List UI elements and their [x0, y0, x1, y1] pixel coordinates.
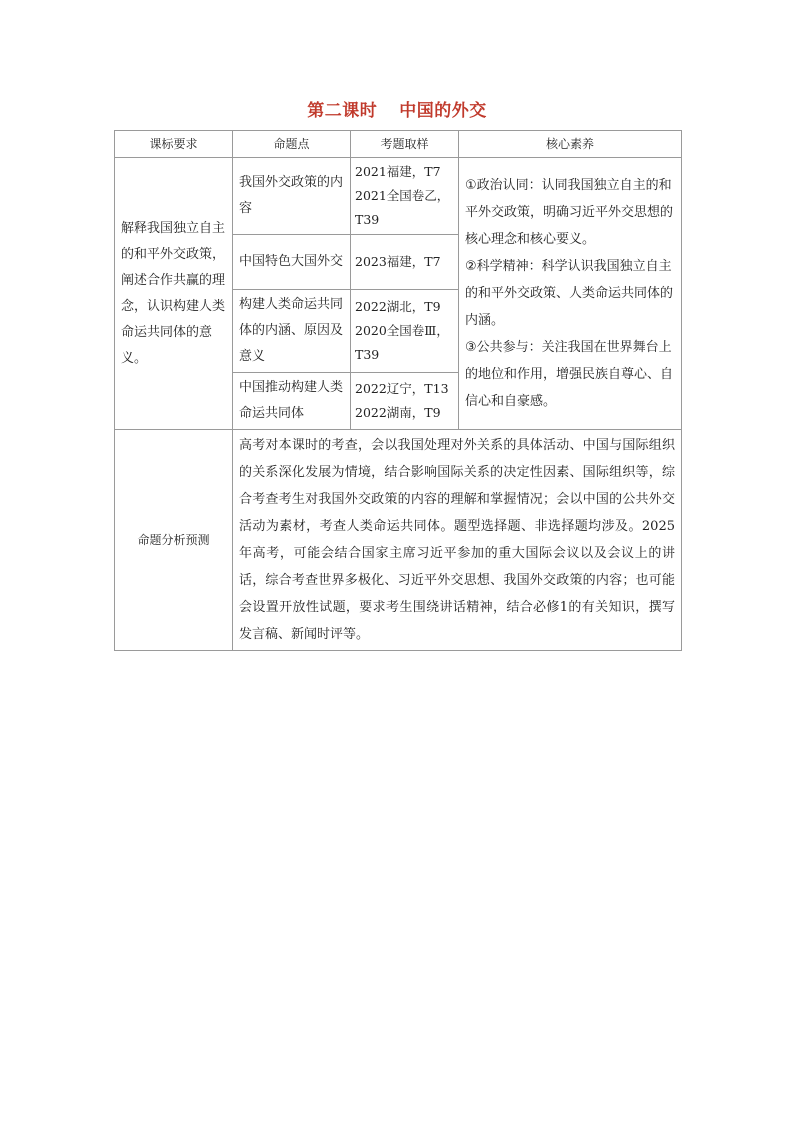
core-literacy-item: ①政治认同：认同我国独立自主的和平外交政策，明确习近平外交思想的核心理念和核心要义。 [465, 178, 674, 247]
header-requirement: 课标要求 [115, 131, 233, 158]
exam-sample-cell [351, 290, 459, 373]
exam-sample-cell [351, 373, 459, 430]
exam-sample-cell [351, 158, 459, 235]
table-row [115, 158, 682, 235]
syllabus-table [114, 130, 682, 651]
analysis-text: 高考对本课时的考查，会以我国处理对外关系的具体活动、中国与国际组织的关系深化发展为情境，结合影响国际关系的决定性因素、国际组织等，综合考查考生对我国外交政策的内容的理解和掌握情况；会以中国的公共外交活动为素材，考查人类命运共同体。题型选择题、非选择题均涉及。2025年高考，可能会结合国家主席习近平参加的重大国际会议以及会议上的讲话，综合考查世界多极化、习近平外交思想、我国外交政策的内容；也可能会设置开放性试题，要求考生围绕讲话精神，结合必修1的有关知识，撰写发言稿、新闻时评等。 [233, 430, 682, 651]
analysis-row [115, 430, 682, 651]
core-literacy-cell [459, 158, 682, 430]
core-literacy-item: ③公共参与：关注我国在世界舞台上的地位和作用，增强民族自尊心、自信心和自豪感。 [465, 340, 674, 409]
exam-sample: 2020全国卷Ⅲ，T39 [355, 323, 449, 362]
analysis-label: 命题分析预测 [115, 430, 233, 651]
exam-sample: 2021福建，T7 [355, 164, 441, 179]
core-literacy-item: ②科学精神：科学认识我国独立自主的和平外交政策、人类命运共同体的内涵。 [465, 259, 674, 328]
exam-sample: 2022辽宁，T13 [355, 381, 449, 396]
topic-point-cell: 中国特色大国外交 [233, 235, 351, 290]
requirement-cell: 解释我国独立自主的和平外交政策，阐述合作共赢的理念，认识构建人类命运共同体的意义。 [115, 158, 233, 430]
exam-sample: 2021全国卷乙，T39 [355, 188, 450, 227]
page-title-part2: 中国的外交 [399, 101, 487, 121]
exam-sample-cell [351, 235, 459, 290]
page-title [0, 96, 794, 121]
header-row [115, 131, 682, 158]
header-exam-sample: 考题取样 [351, 131, 459, 158]
exam-sample: 2022湖北，T9 [355, 299, 441, 314]
page-title-part1: 第二课时 [307, 101, 378, 121]
topic-point-cell: 中国推动构建人类命运共同体 [233, 373, 351, 430]
header-topic-point: 命题点 [233, 131, 351, 158]
header-core-literacy: 核心素养 [459, 131, 682, 158]
exam-sample: 2023福建，T7 [355, 254, 441, 269]
topic-point-cell: 我国外交政策的内容 [233, 158, 351, 235]
topic-point-cell: 构建人类命运共同体的内涵、原因及意义 [233, 290, 351, 373]
exam-sample: 2022湖南，T9 [355, 405, 441, 420]
